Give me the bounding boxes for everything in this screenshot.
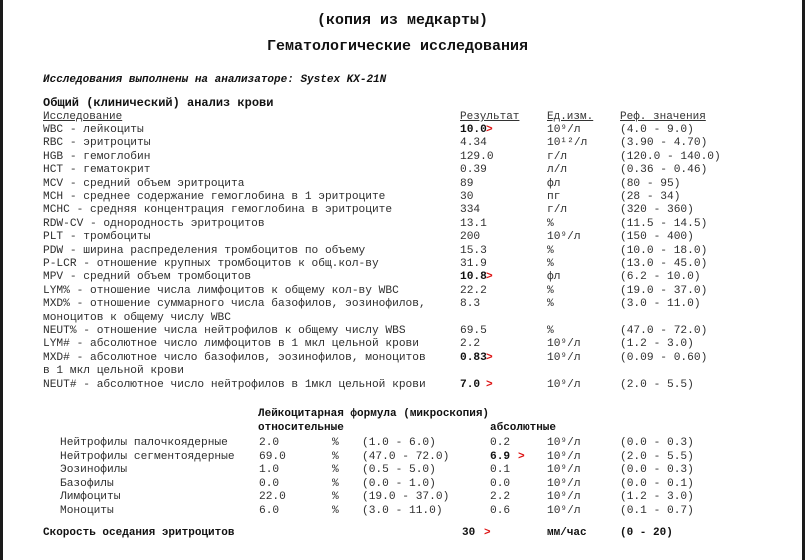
test-name: MXD# - абсолютное число базофилов, эозинофилов, моноцитов	[43, 351, 426, 364]
test-name: MCHC - средняя концентрация гемоглобина в эритроците	[43, 204, 393, 217]
test-unit: л/л	[547, 164, 568, 177]
formula-absolute-reference: (1.2 - 3.0)	[620, 491, 694, 503]
formula-cell-name: Базофилы	[60, 477, 114, 490]
copy-note: (копия из медкарты)	[316, 12, 489, 29]
test-result: 31.9	[460, 258, 487, 270]
formula-absolute-value: 0.2	[490, 437, 511, 449]
formula-absolute-value: 2.2	[490, 491, 511, 503]
test-result: 0.39	[460, 164, 487, 177]
formula-absolute-unit: 10⁹/л	[547, 504, 581, 517]
test-reference: (28 - 34)	[620, 191, 681, 203]
test-unit: 10⁹/л	[547, 351, 581, 364]
formula-absolute-unit: 10⁹/л	[547, 491, 581, 503]
esr-label: Скорость оседания эритроцитов	[43, 527, 235, 539]
formula-relative-value: 6.0	[259, 504, 280, 517]
esr-ref: (0 - 20)	[620, 527, 673, 539]
test-name: P-LCR - отношение крупных тромбоцитов к общ.кол-ву	[43, 258, 379, 270]
test-result: 334	[460, 204, 481, 217]
formula-absolute-unit: 10⁹/л	[547, 477, 581, 490]
test-result: 10.0	[460, 124, 487, 136]
formula-absolute-reference: (2.0 - 5.5)	[620, 450, 694, 463]
test-unit: %	[547, 258, 554, 270]
test-result: 7.0	[460, 378, 481, 391]
test-unit: 10⁹/л	[547, 124, 581, 136]
test-result: 4.34	[460, 137, 487, 150]
test-result: 129.0	[460, 150, 494, 163]
test-reference: (11.5 - 14.5)	[620, 217, 708, 230]
formula-percent-unit: %	[332, 464, 339, 476]
test-unit: фл	[547, 271, 561, 284]
column-header-test: Исследование	[43, 111, 123, 123]
test-name: WBC - лейкоциты	[43, 124, 144, 136]
test-reference: (150 - 400)	[620, 231, 694, 244]
test-reference: (47.0 - 72.0)	[620, 325, 708, 337]
test-unit: 10⁹/л	[547, 231, 581, 244]
formula-relative-reference: (0.5 - 5.0)	[362, 464, 436, 476]
test-name: LYM# - абсолютное число лимфоцитов в 1 мкл цельной крови	[43, 338, 419, 351]
test-reference: (0.36 - 0.46)	[620, 164, 708, 177]
test-result: 10.8	[460, 271, 487, 284]
test-name: PLT - тромбоциты	[43, 231, 151, 244]
test-name-continued: в 1 мкл цельной крови	[43, 365, 184, 378]
high-flag: >	[486, 271, 493, 284]
test-unit: %	[547, 284, 554, 297]
formula-cell-name: Нейтрофилы сегментоядерные	[60, 450, 235, 463]
test-result: 200	[460, 231, 481, 244]
test-result: 8.3	[460, 298, 481, 311]
test-name: MXD% - отношение суммарного числа базофилов, эозинофилов,	[43, 298, 426, 311]
formula-absolute-value: 0.6	[490, 504, 511, 517]
page-title: Гематологические исследования	[266, 38, 529, 55]
test-result: 2.2	[460, 338, 481, 351]
test-reference: (13.0 - 45.0)	[620, 258, 708, 270]
test-name: HGB - гемоглобин	[43, 150, 151, 163]
formula-absolute-value: 6.9	[490, 450, 511, 463]
test-name: NEUT% - отношение числа нейтрофилов к общему числу WBS	[43, 325, 406, 337]
test-unit: фл	[547, 177, 561, 190]
test-unit: %	[547, 325, 554, 337]
formula-relative-value: 69.0	[259, 450, 286, 463]
formula-title: Лейкоцитарная формула (микроскопия)	[258, 408, 490, 420]
test-name: RDW-CV - однородность эритроцитов	[43, 217, 265, 230]
formula-cell-name: Лимфоциты	[60, 491, 121, 503]
test-result: 89	[460, 177, 474, 190]
test-name-continued: моноцитов к общему числу WBC	[43, 311, 231, 324]
column-header-result: Результат	[460, 111, 520, 123]
formula-relative-value: 1.0	[259, 464, 280, 476]
column-header-unit: Ед.изм.	[547, 111, 594, 123]
formula-absolute-value: 0.1	[490, 464, 511, 476]
formula-relative-value: 22.0	[259, 491, 286, 503]
test-reference: (80 - 95)	[620, 177, 681, 190]
test-name: HCT - гематокрит	[43, 164, 151, 177]
esr-unit: мм/час	[547, 527, 587, 539]
test-unit: г/л	[547, 150, 568, 163]
test-result: 0.83	[460, 351, 487, 364]
formula-absolute-unit: 10⁹/л	[547, 437, 581, 449]
formula-relative-reference: (19.0 - 37.0)	[362, 491, 450, 503]
formula-absolute-reference: (0.0 - 0.3)	[620, 437, 694, 449]
formula-absolute-unit: 10⁹/л	[547, 450, 581, 463]
test-reference: (0.09 - 0.60)	[620, 351, 708, 364]
high-flag: >	[518, 450, 525, 463]
test-unit: 10⁹/л	[547, 338, 581, 351]
test-reference: (3.90 - 4.70)	[620, 137, 708, 150]
formula-relative-label: относительные	[258, 422, 344, 434]
formula-relative-reference: (0.0 - 1.0)	[362, 477, 436, 490]
formula-absolute-value: 0.0	[490, 477, 511, 490]
formula-relative-reference: (47.0 - 72.0)	[362, 450, 450, 463]
formula-percent-unit: %	[332, 437, 339, 449]
test-unit: 10⁹/л	[547, 378, 581, 391]
test-unit: 10¹²/л	[547, 137, 588, 150]
test-unit: %	[547, 217, 554, 230]
esr-result: 30	[462, 527, 476, 539]
test-name: MPV - средний объем тромбоцитов	[43, 271, 252, 284]
formula-percent-unit: %	[332, 450, 339, 463]
test-result: 13.1	[460, 217, 487, 230]
column-header-ref: Реф. значения	[620, 111, 706, 123]
test-unit: %	[547, 298, 554, 311]
formula-percent-unit: %	[332, 477, 339, 490]
test-name: MCV - средний объем эритроцита	[43, 177, 245, 190]
formula-relative-reference: (1.0 - 6.0)	[362, 437, 436, 449]
formula-percent-unit: %	[332, 504, 339, 517]
test-reference: (10.0 - 18.0)	[620, 244, 708, 257]
esr-flag: >	[484, 527, 491, 539]
test-reference: (19.0 - 37.0)	[620, 284, 708, 297]
high-flag: >	[486, 351, 493, 364]
test-name: MCH - среднее содержание гемоглобина в 1 эритроците	[43, 191, 386, 203]
analyzer-note: Исследования выполнены на анализаторе: Systex KX-21N	[43, 74, 387, 86]
high-flag: >	[486, 124, 493, 136]
formula-percent-unit: %	[332, 491, 339, 503]
formula-absolute-label: абсолютные	[490, 422, 557, 434]
formula-relative-reference: (3.0 - 11.0)	[362, 504, 443, 517]
formula-cell-name: Моноциты	[60, 504, 114, 517]
test-unit: г/л	[547, 204, 568, 217]
test-name: LYM% - отношение числа лимфоцитов к общему кол-ву WBC	[43, 284, 399, 297]
test-result: 30	[460, 191, 474, 203]
formula-absolute-reference: (0.0 - 0.1)	[620, 477, 694, 490]
formula-cell-name: Эозинофилы	[60, 464, 128, 476]
test-name: RBC - эритроциты	[43, 137, 151, 150]
formula-absolute-unit: 10⁹/л	[547, 464, 581, 476]
test-result: 15.3	[460, 244, 487, 257]
test-reference: (120.0 - 140.0)	[620, 150, 721, 163]
test-reference: (3.0 - 11.0)	[620, 298, 701, 311]
formula-absolute-reference: (0.0 - 0.3)	[620, 464, 694, 476]
test-result: 69.5	[460, 325, 487, 337]
formula-relative-value: 0.0	[259, 477, 280, 490]
test-result: 22.2	[460, 284, 487, 297]
test-reference: (4.0 - 9.0)	[620, 124, 694, 136]
formula-relative-value: 2.0	[259, 437, 280, 449]
test-reference: (320 - 360)	[620, 204, 694, 217]
test-name: NEUT# - абсолютное число нейтрофилов в 1мкл цельной крови	[43, 378, 426, 391]
test-reference: (1.2 - 3.0)	[620, 338, 694, 351]
test-unit: пг	[547, 191, 561, 203]
test-name: PDW - ширина распределения тромбоцитов по объему	[43, 244, 366, 257]
test-reference: (2.0 - 5.5)	[620, 378, 694, 391]
left-border	[0, 0, 3, 560]
high-flag: >	[486, 378, 493, 391]
section-title: Общий (клинический) анализ крови	[43, 96, 274, 110]
formula-absolute-reference: (0.1 - 0.7)	[620, 504, 694, 517]
test-reference: (6.2 - 10.0)	[620, 271, 701, 284]
formula-cell-name: Нейтрофилы палочкоядерные	[60, 437, 228, 449]
test-unit: %	[547, 244, 554, 257]
